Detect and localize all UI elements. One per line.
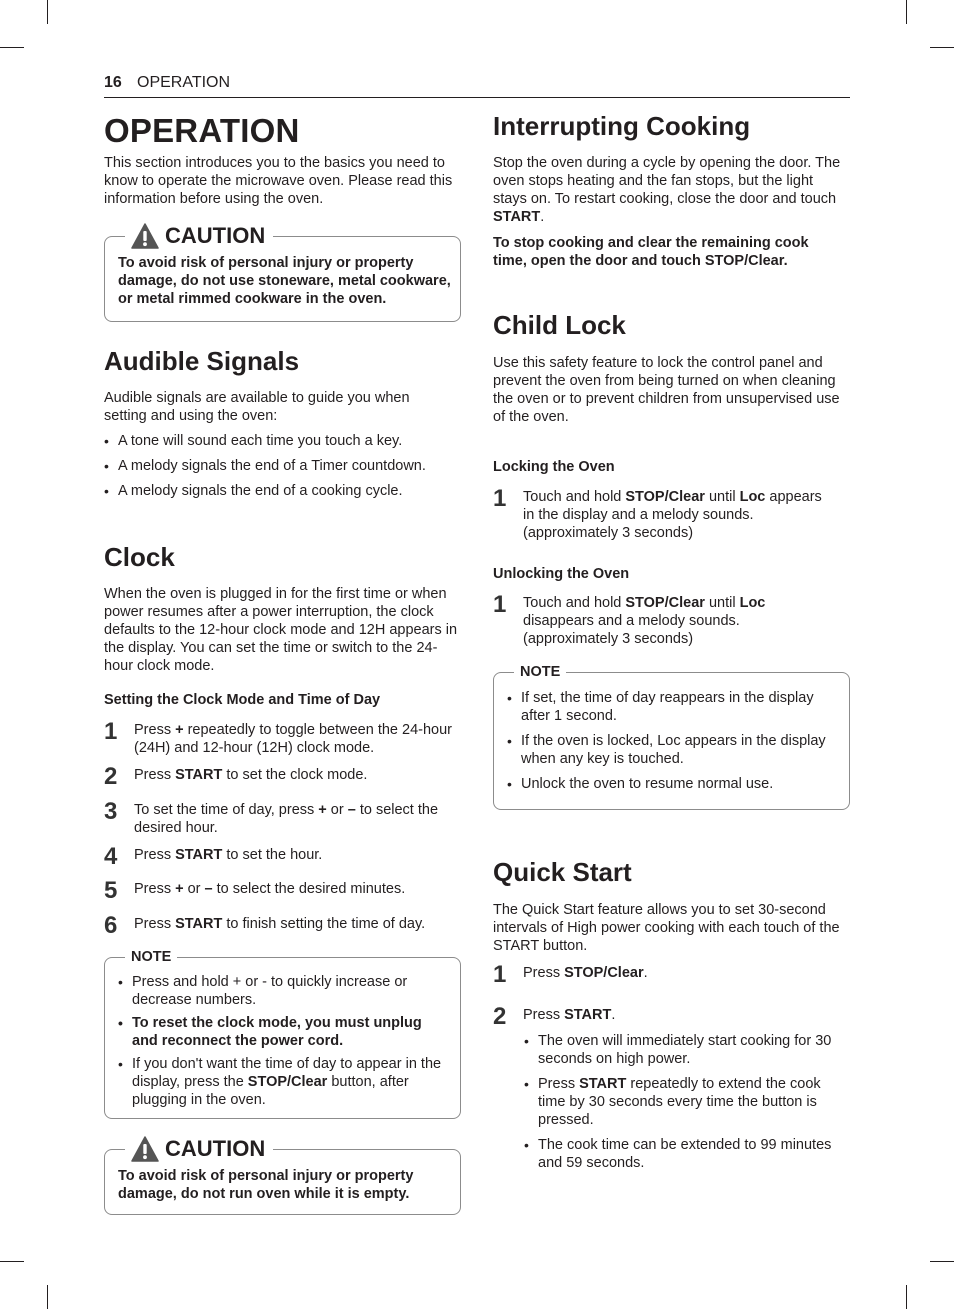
intro-paragraph: This section introduces you to the basics you need to know to operate the microwave oven. Please read this information before using the oven. — [104, 155, 453, 207]
list-item: • If set, the time of day reappears in the display after 1 second. — [507, 689, 839, 725]
list-item: • Unlock the oven to resume normal use. — [507, 775, 839, 793]
step-number: 2 — [104, 763, 118, 790]
note-label: NOTE — [514, 664, 566, 680]
crop-mark — [0, 1261, 24, 1262]
step-number: 2 — [493, 1003, 507, 1030]
section-heading-clock: Clock — [104, 542, 175, 572]
crop-mark — [0, 47, 24, 48]
step-number: 1 — [493, 591, 507, 618]
note-list — [118, 973, 444, 1116]
clock-subheading: Setting the Clock Mode and Time of Day — [104, 692, 381, 708]
caution-header — [125, 1136, 273, 1162]
step-number: 5 — [104, 877, 118, 904]
step-number: 6 — [104, 912, 118, 939]
step-text: Touch and hold STOP/Clear until Loc appears in the display and a melody sounds. (approximately 3 seconds) — [523, 489, 822, 541]
note-list — [507, 689, 839, 800]
list-item: • To reset the clock mode, you must unplug and reconnect the power cord. — [118, 1014, 444, 1050]
caution-label: CAUTION — [165, 223, 266, 248]
step-number: 1 — [493, 485, 507, 512]
list-item: • The oven will immediately start cooking for 30 seconds on high power. — [524, 1032, 851, 1068]
section-heading-child-lock: Child Lock — [493, 310, 626, 340]
step-text: Touch and hold STOP/Clear until Loc disappears and a melody sounds. (approximately 3 seconds) — [523, 595, 766, 647]
step-text: Press STOP/Clear. — [523, 965, 648, 981]
step-number: 3 — [104, 798, 118, 825]
crop-mark — [906, 0, 907, 24]
list-item: • A melody signals the end of a cooking cycle. — [104, 482, 462, 500]
section-heading-quick-start: Quick Start — [493, 857, 632, 887]
warning-icon — [131, 1136, 159, 1162]
step-text: Press START to finish setting the time of day. — [134, 916, 426, 932]
list-item: • A melody signals the end of a Timer countdown. — [104, 457, 462, 475]
interrupting-bold-paragraph: To stop cooking and clear the remaining cook time, open the door and touch STOP/Clear. — [493, 235, 809, 269]
crop-mark — [47, 1285, 48, 1309]
step-item — [104, 718, 464, 759]
caution-box — [104, 1136, 461, 1215]
clock-intro: When the oven is plugged in for the first time or when power resumes after a power interruption, the clock defaults to the 12-hour clock mode and 12H appears in the display. You can set the time or switch to the 24-hour clock mode. — [104, 586, 458, 674]
crop-mark — [906, 1285, 907, 1309]
list-item: • A tone will sound each time you touch a key. — [104, 432, 462, 450]
caution-header — [125, 223, 273, 249]
list-item: • Press START repeatedly to extend the cook time by 30 seconds every time the button is pressed. — [524, 1075, 851, 1129]
step-text: To set the time of day, press + or – to select the desired hour. — [134, 802, 439, 836]
step-text: Press + or – to select the desired minutes. — [134, 881, 406, 897]
caution-label: CAUTION — [165, 1136, 266, 1161]
list-item: • If you don't want the time of day to appear in the display, press the STOP/Clear button, after plugging in the oven. — [118, 1055, 444, 1109]
step-number: 4 — [104, 843, 118, 870]
running-title: OPERATION — [137, 74, 231, 91]
quick-start-intro: The Quick Start feature allows you to set 30-second intervals of High power cooking with each touch of the START button. — [493, 902, 840, 954]
note-box — [493, 664, 850, 810]
step-text: Press START. — [523, 1007, 616, 1023]
list-item: • The cook time can be extended to 99 minutes and 59 seconds. — [524, 1136, 851, 1172]
interrupting-paragraph: Stop the oven during a cycle by opening the door. The oven stops heating and the fan stops, but the light stays on. To restart cooking, close the door and touch START. — [493, 155, 841, 225]
step-number: 1 — [493, 961, 507, 988]
audible-intro: Audible signals are available to guide you when setting and using the oven: — [104, 390, 410, 424]
page-title: OPERATION — [104, 112, 300, 149]
page-header — [104, 73, 850, 98]
section-heading-audible-signals: Audible Signals — [104, 346, 300, 376]
quick-start-list — [524, 1032, 851, 1179]
list-item: • Press and hold + or - to quickly increase or decrease numbers. — [118, 973, 444, 1009]
list-item: • If the oven is locked, Loc appears in the display when any key is touched. — [507, 732, 839, 768]
child-lock-intro: Use this safety feature to lock the control panel and prevent the oven from being turned on when cleaning the oven or to prevent children from unsupervised use of the oven. — [493, 355, 840, 425]
caution-box — [104, 223, 461, 322]
caution-text: To avoid risk of personal injury or property damage, do not run oven while it is empty. — [118, 1168, 414, 1202]
step-number: 1 — [104, 718, 118, 745]
step-text: Press START to set the hour. — [134, 847, 323, 863]
warning-icon — [131, 223, 159, 249]
page-number: 16 — [104, 74, 122, 91]
unlocking-subheading: Unlocking the Oven — [493, 566, 630, 582]
audible-list — [104, 432, 462, 507]
step-text: Press START to set the clock mode. — [134, 767, 368, 783]
caution-text: To avoid risk of personal injury or property damage, do not use stoneware, metal cookware, or metal rimmed cookware in the oven. — [118, 255, 451, 307]
crop-mark — [930, 1261, 954, 1262]
section-heading-interrupting-cooking: Interrupting Cooking — [493, 111, 751, 141]
note-label: NOTE — [125, 949, 177, 965]
locking-subheading: Locking the Oven — [493, 459, 615, 475]
note-box — [104, 949, 461, 1119]
crop-mark — [930, 47, 954, 48]
step-text: Press + repeatedly to toggle between the 24-hour (24H) and 12-hour (12H) clock mode. — [134, 722, 453, 756]
crop-mark — [47, 0, 48, 24]
